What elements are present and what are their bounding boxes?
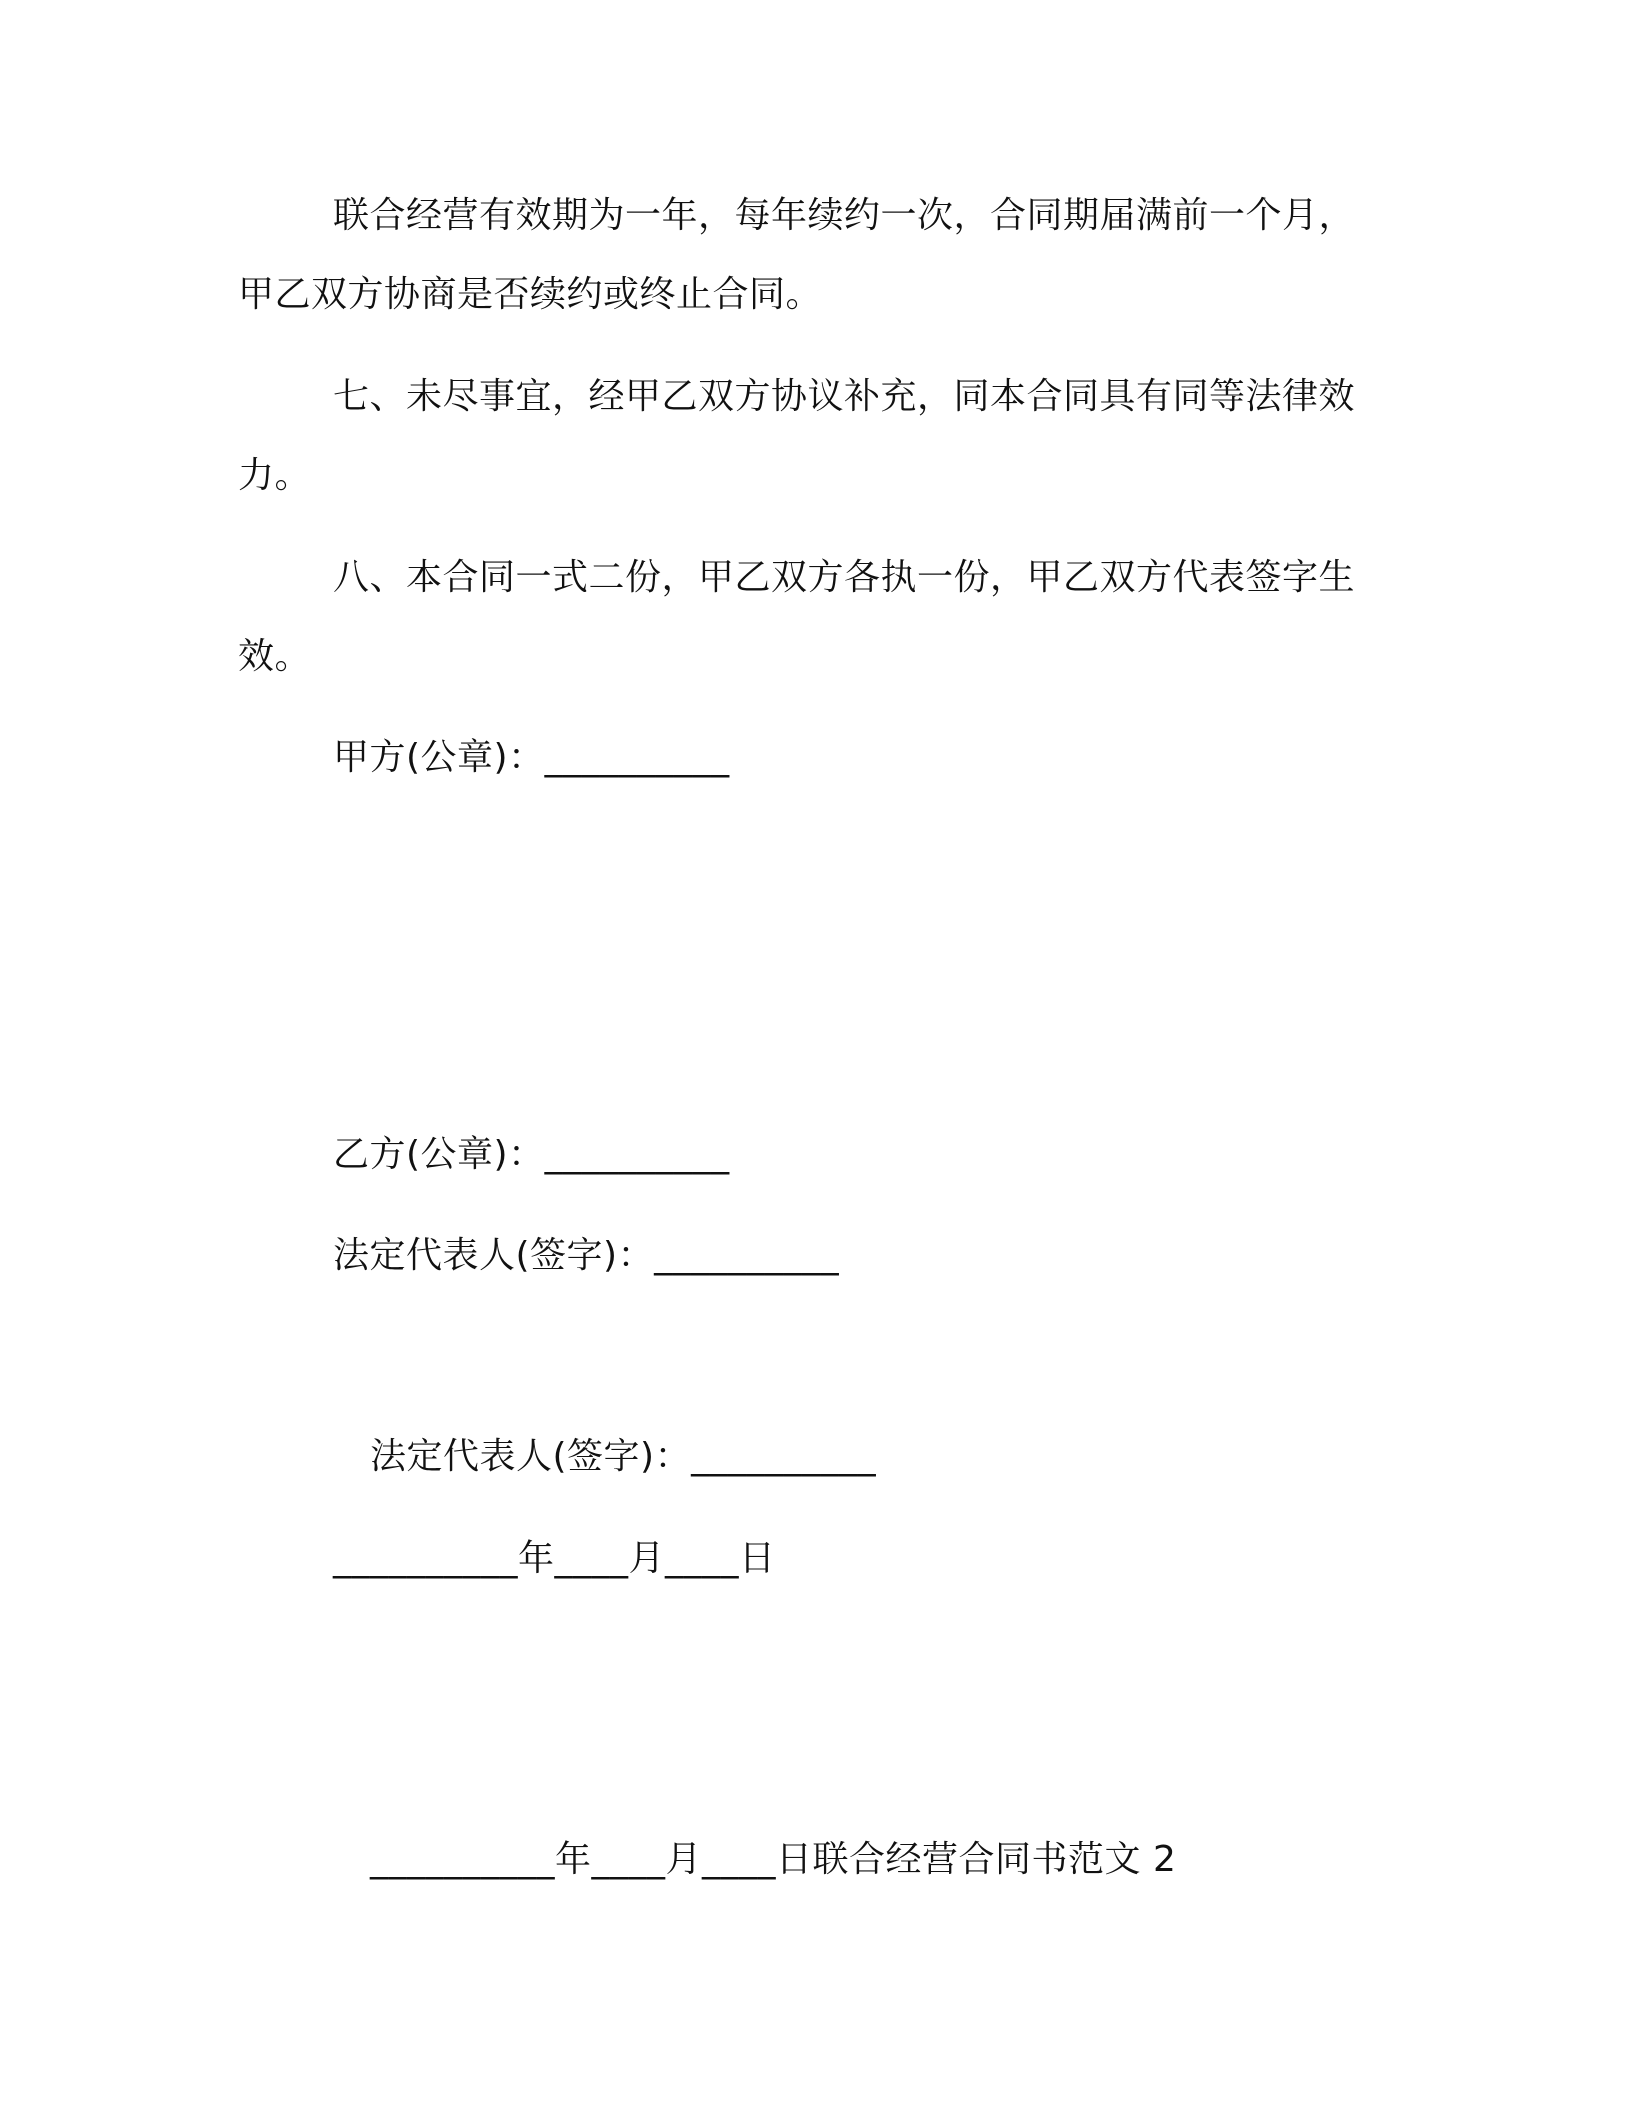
date-field: __________年____月____日 — [333, 1538, 776, 1579]
clause-seven-line-2: 力。 — [238, 455, 312, 496]
clause-seven-line-1: 七、未尽事宜，经甲乙双方协议补充，同本合同具有同等法律效 — [333, 376, 1356, 417]
legal-representative-signature-field-2: 法定代表人(签字)：__________ — [370, 1436, 877, 1477]
party-b-seal-field: 乙方(公章)：__________ — [333, 1134, 730, 1175]
legal-representative-signature-field: 法定代表人(签字)：__________ — [333, 1235, 840, 1276]
clause-eight-line-1: 八、本合同一式二份，甲乙双方各执一份，甲乙双方代表签字生 — [333, 557, 1356, 598]
clause-eight-line-2: 效。 — [238, 636, 312, 677]
paragraph-validity-line-2: 甲乙双方协商是否续约或终止合同。 — [238, 274, 823, 315]
paragraph-validity-line-1: 联合经营有效期为一年，每年续约一次，合同期届满前一个月， — [333, 195, 1356, 236]
next-document-title: __________年____月____日联合经营合同书范文 2 — [370, 1839, 1177, 1880]
party-a-seal-field: 甲方(公章)：__________ — [333, 737, 730, 778]
